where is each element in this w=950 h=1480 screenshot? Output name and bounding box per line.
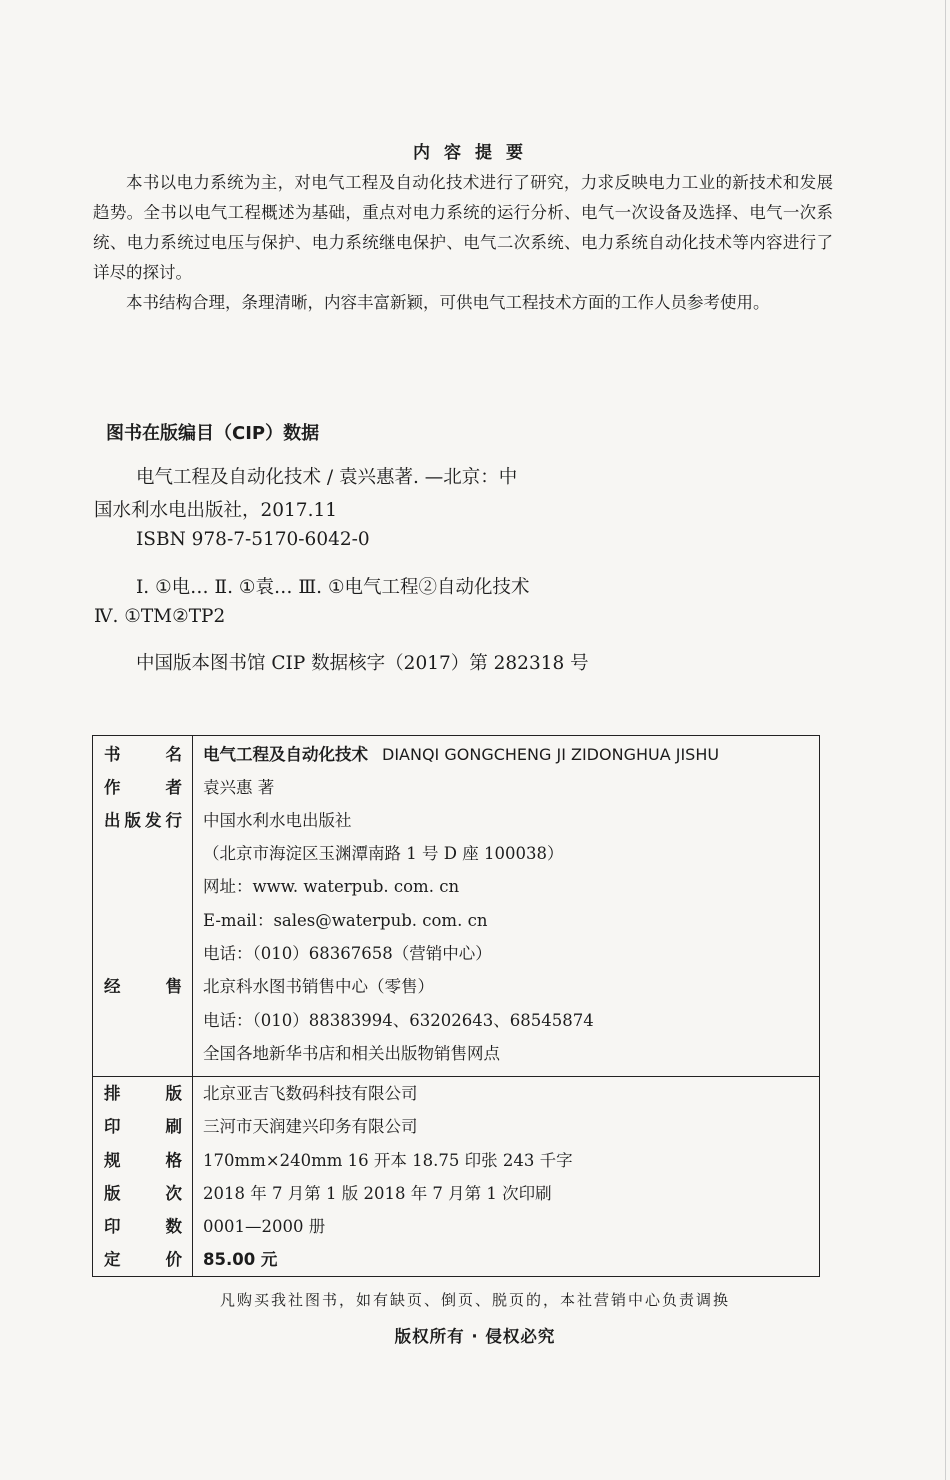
- cip-isbn: ISBN 978-7-5170-6042-0: [136, 529, 370, 550]
- printer-value: 三河市天润建兴印务有限公司: [203, 1117, 418, 1136]
- cip-title: 图书在版编目（CIP）数据: [106, 423, 320, 444]
- price-value: 85.00 元: [203, 1250, 278, 1269]
- publisher-phone: 电话：（010）68367658（营销中心）: [203, 944, 492, 963]
- table-row-address: [93, 837, 819, 870]
- cip-line-2: 国水利水电出版社，2017.11: [94, 500, 338, 521]
- seller-value: 北京科水图书销售中心（零售）: [203, 977, 434, 996]
- table-row-seller: [93, 970, 819, 1003]
- table-row-seller-phone: [93, 1004, 819, 1037]
- replacement-notice: 凡购买我社图书，如有缺页、倒页、脱页的，本社营销中心负责调换: [219, 1291, 730, 1309]
- publisher-value: 中国水利水电出版社: [203, 811, 352, 830]
- table-row-edition: [93, 1177, 819, 1210]
- typeset-value: 北京亚吉飞数码科技有限公司: [203, 1084, 418, 1103]
- table-row-website: [93, 870, 819, 903]
- summary-title: 内容提要: [413, 143, 537, 163]
- print-label: 印刷: [104, 1117, 182, 1136]
- table-row-author: [93, 771, 819, 804]
- quantity-label: 印数: [104, 1217, 182, 1236]
- book-title-pinyin: DIANQI GONGCHENG JI ZIDONGHUA JISHU: [382, 745, 720, 764]
- spec-value: 170mm×240mm 16 开本 18.75 印张 243 千字: [203, 1151, 573, 1170]
- spec-label: 规格: [104, 1151, 182, 1170]
- table-row-typeset: [93, 1077, 819, 1110]
- table-row-price: [93, 1243, 819, 1276]
- seller-phone: 电话：（010）88383994、63202643、68545874: [203, 1011, 594, 1030]
- table-row-publisher-phone: [93, 937, 819, 970]
- author-label: 作者: [104, 778, 182, 797]
- book-title: 电气工程及自动化技术: [203, 745, 368, 764]
- quantity-value: 0001—2000 册: [203, 1217, 326, 1236]
- publication-record-table: [92, 735, 820, 1277]
- cip-record-number: 中国版本图书馆 CIP 数据核字（2017）第 282318 号: [136, 653, 589, 674]
- summary-paragraph: 本书以电力系统为主，对电气工程及自动化技术进行了研究，力求反映电力工业的新技术和发展趋势。全书以电气工程概述为基础，重点对电力系统的运行分析、电气一次设备及选择、电气一次系统、电力系统过电压与保护、电力系统继电保护、电气二次系统、电力系统自动化技术等内容进行了详尽的探讨。: [93, 173, 833, 282]
- publisher-label: 出版发行: [104, 811, 182, 830]
- typeset-label: 排版: [104, 1084, 182, 1103]
- book-title-value: [203, 738, 719, 771]
- table-row-seller-network: [93, 1037, 819, 1070]
- page-edge-line: [945, 0, 946, 1480]
- publisher-website: 网址：www. waterpub. com. cn: [203, 877, 460, 896]
- edition-label: 版次: [104, 1184, 182, 1203]
- publisher-address: （北京市海淀区玉渊潭南路 1 号 D 座 100038）: [203, 844, 564, 863]
- edition-value: 2018 年 7 月第 1 版 2018 年 7 月第 1 次印刷: [203, 1184, 552, 1203]
- cip-classification-2: Ⅳ. ①TM②TP2: [94, 606, 226, 627]
- price-label: 定价: [104, 1250, 182, 1269]
- table-row-quantity: [93, 1210, 819, 1243]
- table-row-spec: [93, 1144, 819, 1177]
- seller-network: 全国各地新华书店和相关出版物销售网点: [203, 1044, 500, 1063]
- seller-label: 经售: [104, 977, 182, 996]
- cip-line-1: 电气工程及自动化技术 / 袁兴惠著. —北京：中: [136, 467, 518, 488]
- summary-body: [93, 168, 833, 318]
- title-label: 书名: [104, 745, 182, 764]
- copyright-notice: 版权所有 · 侵权必究: [394, 1327, 556, 1346]
- table-row-print: [93, 1110, 819, 1143]
- summary-paragraph: 本书结构合理，条理清晰，内容丰富新颖，可供电气工程技术方面的工作人员参考使用。: [126, 293, 770, 312]
- publisher-email: E-mail：sales@waterpub. com. cn: [203, 911, 488, 930]
- author-value: 袁兴惠 著: [203, 778, 275, 797]
- table-row-publisher: [93, 804, 819, 837]
- cip-classification-1: Ⅰ. ①电… Ⅱ. ①袁… Ⅲ. ①电气工程②自动化技术: [136, 577, 530, 598]
- table-row-email: [93, 904, 819, 937]
- table-row-title: [93, 738, 819, 771]
